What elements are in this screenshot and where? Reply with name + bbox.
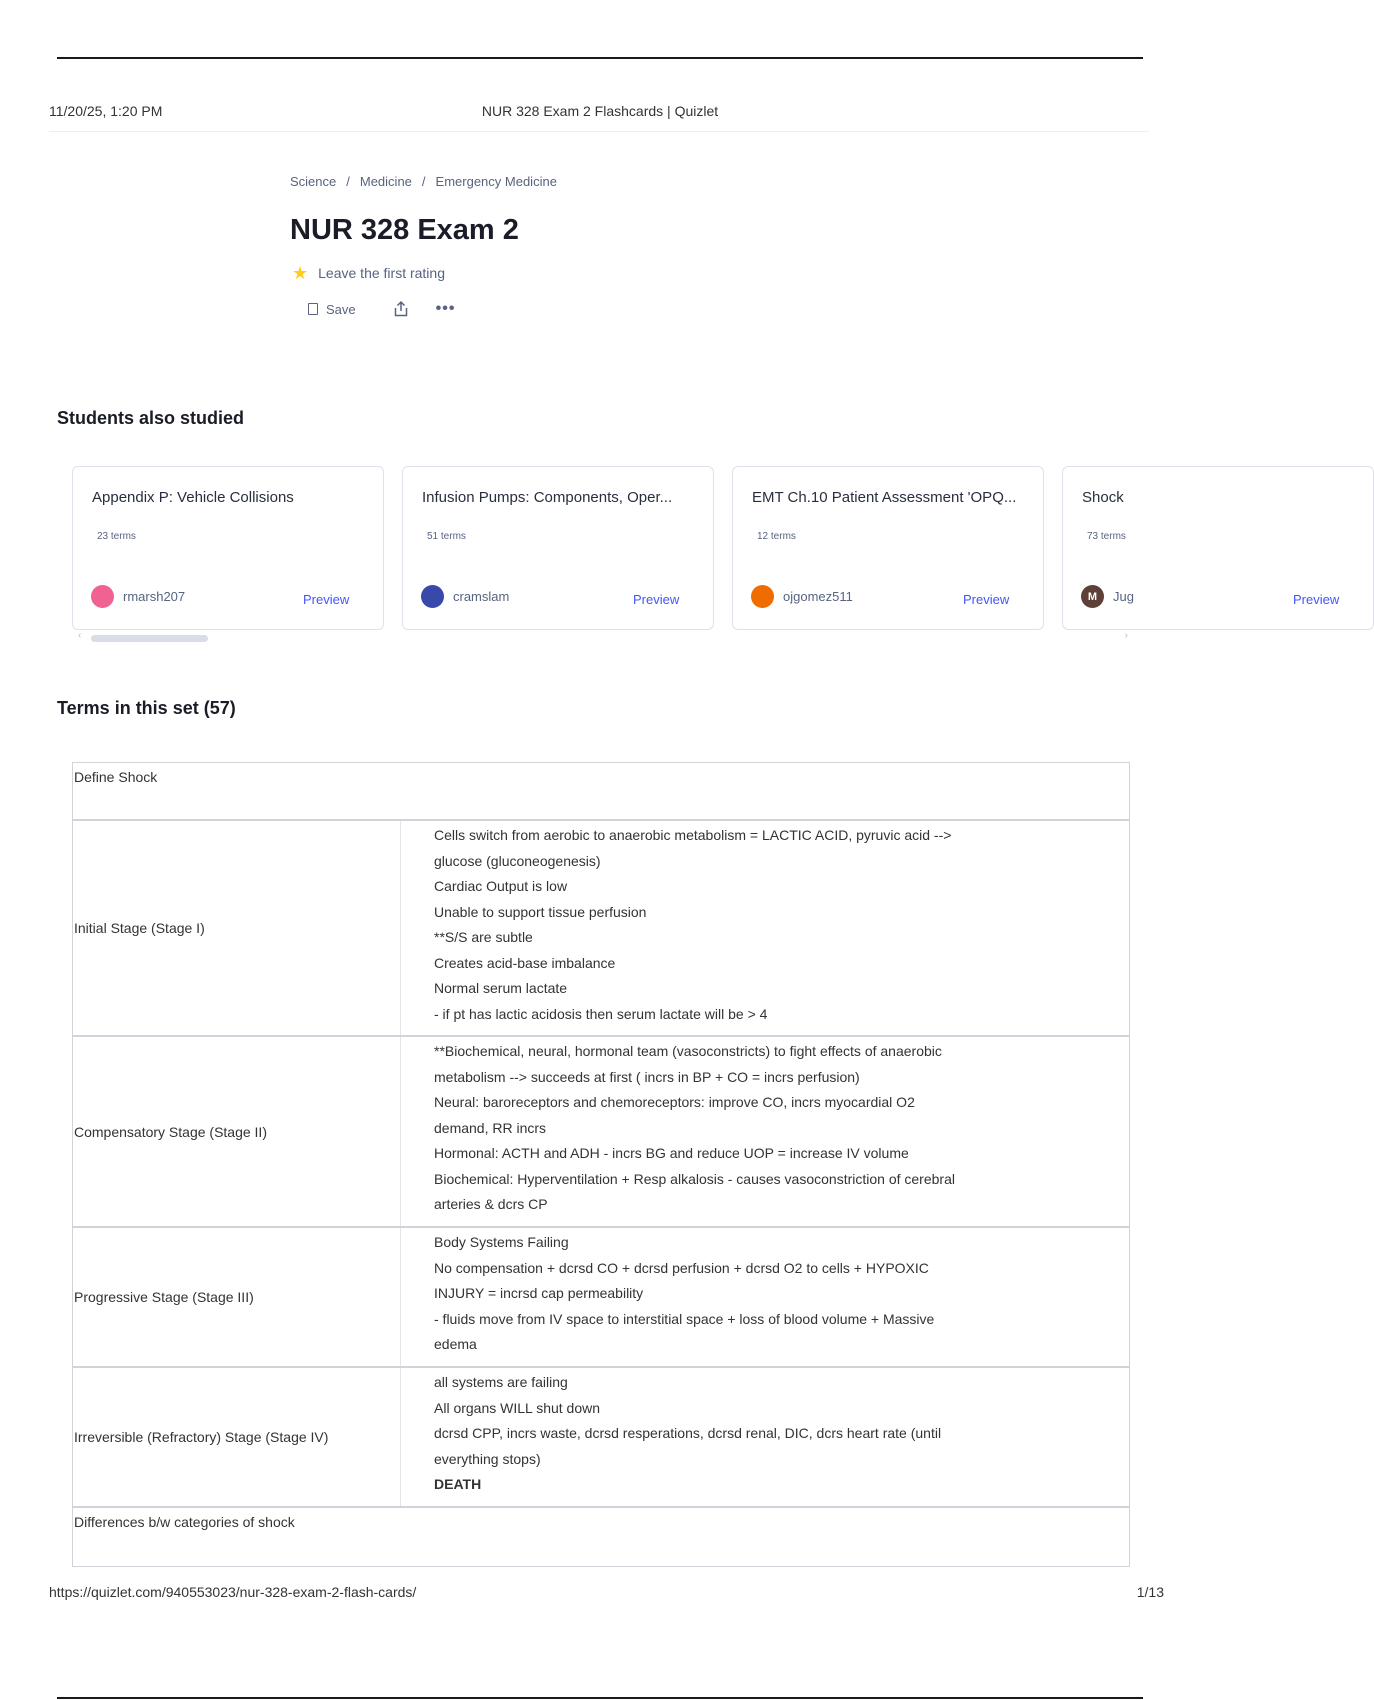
table-row	[73, 821, 1129, 1037]
definition-line: All organs WILL shut down	[434, 1399, 601, 1416]
term-definition	[401, 821, 1129, 1035]
related-set-creator[interactable]: Jug	[1113, 589, 1134, 604]
bookmark-icon	[308, 303, 318, 315]
term-word: Irreversible (Refractory) Stage (Stage IV)	[73, 1368, 401, 1506]
related-set-term-count: 51 terms	[427, 531, 466, 542]
avatar	[91, 585, 114, 608]
term-definition	[401, 1037, 1129, 1226]
carousel-scrollbar[interactable]	[78, 630, 1128, 643]
table-row	[73, 1508, 1129, 1566]
definition-line: Unable to support tissue perfusion	[434, 903, 647, 920]
related-set-title[interactable]: Infusion Pumps: Components, Oper...	[422, 489, 673, 506]
term-word: Differences b/w categories of shock	[74, 1514, 295, 1530]
students-also-studied-heading: Students also studied	[57, 408, 245, 428]
table-row	[73, 763, 1129, 821]
more-options-icon[interactable]: •••	[435, 300, 456, 317]
related-set-title[interactable]: Shock	[1082, 489, 1124, 506]
scrollbar-thumb[interactable]	[91, 635, 208, 642]
term-word: Progressive Stage (Stage III)	[73, 1228, 401, 1366]
term-word: Define Shock	[74, 769, 158, 785]
breadcrumb-separator: /	[346, 174, 350, 189]
related-set-card[interactable]	[402, 466, 714, 630]
definition-line: **Biochemical, neural, hormonal team (vasoconstricts) to fight effects of anaerobic	[434, 1043, 942, 1059]
preview-button[interactable]: Preview	[303, 592, 350, 607]
chevron-left-icon[interactable]: ‹	[78, 630, 82, 641]
chevron-right-icon[interactable]: ›	[1124, 630, 1128, 641]
definition-line: Hormonal: ACTH and ADH - incrs BG and reduce UOP = increase IV volume	[434, 1145, 909, 1161]
table-row	[73, 1228, 1129, 1368]
related-set-card[interactable]	[72, 466, 384, 630]
definition-line: metabolism --> succeeds at first ( incrs in BP + CO = incrs perfusion)	[434, 1068, 860, 1085]
save-button[interactable]	[308, 302, 356, 317]
definition-line: Biochemical: Hyperventilation + Resp alkalosis - causes vasoconstriction of cerebral	[434, 1170, 955, 1187]
definition-line: **S/S are subtle	[434, 929, 533, 945]
related-set-creator[interactable]: cramslam	[453, 589, 510, 604]
definition-line: No compensation + dcrsd CO + dcrsd perfusion + dcrsd O2 to cells + HYPOXIC	[434, 1259, 929, 1276]
share-icon[interactable]	[392, 300, 410, 318]
definition-line: Body Systems Failing	[434, 1234, 569, 1250]
term-definition	[401, 1228, 1129, 1366]
related-set-term-count: 12 terms	[757, 531, 796, 542]
definition-line: demand, RR incrs	[434, 1119, 547, 1136]
set-actions	[308, 300, 455, 318]
related-set-term-count: 23 terms	[97, 531, 136, 542]
print-date: 11/20/25, 1:20 PM	[49, 103, 163, 119]
definition-line: Normal serum lactate	[434, 980, 568, 996]
preview-button[interactable]: Preview	[963, 592, 1010, 607]
definition-line: edema	[434, 1336, 477, 1352]
definition-line: arteries & dcrs CP	[434, 1196, 548, 1212]
table-row	[73, 1368, 1129, 1508]
print-header-divider	[49, 131, 1149, 132]
definition-line: Creates acid-base imbalance	[434, 954, 616, 971]
breadcrumb-item-medicine[interactable]: Medicine	[359, 174, 412, 189]
definition-line: Neural: baroreceptors and chemoreceptors: improve CO, incrs myocardial O2	[434, 1094, 915, 1110]
definition-line: dcrsd CPP, incrs waste, dcrsd resperations, dcrsd renal, DIC, dcrs heart rate (until	[434, 1425, 942, 1441]
definition-line: INJURY = incrsd cap permeability	[434, 1285, 644, 1301]
avatar	[751, 585, 774, 608]
breadcrumb-item-emergency-medicine[interactable]: Emergency Medicine	[435, 174, 557, 189]
terms-heading: Terms in this set (57)	[57, 698, 236, 718]
breadcrumb-separator: /	[421, 174, 426, 189]
definition-line: all systems are failing	[434, 1374, 568, 1390]
related-sets-carousel	[72, 466, 1340, 632]
avatar: M	[1081, 585, 1104, 608]
bottom-page-rule	[57, 1697, 1143, 1699]
related-set-creator[interactable]: rmarsh207	[123, 589, 186, 604]
related-set-card[interactable]	[732, 466, 1044, 630]
definition-line: glucose (gluconeogenesis)	[434, 852, 601, 869]
page-number: 1/13	[1136, 1584, 1164, 1600]
term-word: Initial Stage (Stage I)	[73, 821, 401, 1035]
definition-line: Cardiac Output is low	[434, 878, 568, 894]
definition-line: Cells switch from aerobic to anaerobic metabolism = LACTIC ACID, pyruvic acid -->	[434, 827, 952, 843]
print-document-title: NUR 328 Exam 2 Flashcards | Quizlet	[481, 103, 719, 119]
avatar	[421, 585, 444, 608]
related-set-card[interactable]	[1062, 466, 1374, 630]
definition-line: DEATH	[434, 1476, 482, 1492]
table-row	[73, 1037, 1129, 1228]
related-set-title[interactable]: EMT Ch.10 Patient Assessment 'OPQ...	[752, 489, 1017, 506]
definition-line: - if pt has lactic acidosis then serum lactate will be > 4	[434, 1005, 768, 1022]
print-url: https://quizlet.com/940553023/nur-328-exam-2-flash-cards/	[49, 1584, 417, 1600]
related-set-creator[interactable]: ojgomez511	[783, 589, 853, 604]
rating-link[interactable]	[292, 264, 445, 282]
print-header	[49, 103, 1151, 123]
rating-label: Leave the first rating	[318, 265, 445, 281]
terms-table	[72, 762, 1130, 1567]
page-title: NUR 328 Exam 2	[290, 214, 519, 246]
star-icon: ★	[292, 263, 309, 283]
related-set-term-count: 73 terms	[1087, 531, 1126, 542]
related-set-title[interactable]: Appendix P: Vehicle Collisions	[92, 489, 294, 506]
breadcrumb-item-science[interactable]: Science	[290, 174, 337, 189]
term-word: Compensatory Stage (Stage II)	[73, 1037, 401, 1226]
preview-button[interactable]: Preview	[633, 592, 680, 607]
definition-line: everything stops)	[434, 1450, 541, 1467]
top-page-rule	[57, 57, 1143, 59]
definition-line: - fluids move from IV space to interstitial space + loss of blood volume + Massive	[434, 1310, 935, 1327]
preview-button[interactable]: Preview	[1293, 592, 1340, 607]
breadcrumb	[290, 174, 557, 189]
term-definition	[401, 1368, 1129, 1506]
save-label: Save	[326, 301, 356, 317]
